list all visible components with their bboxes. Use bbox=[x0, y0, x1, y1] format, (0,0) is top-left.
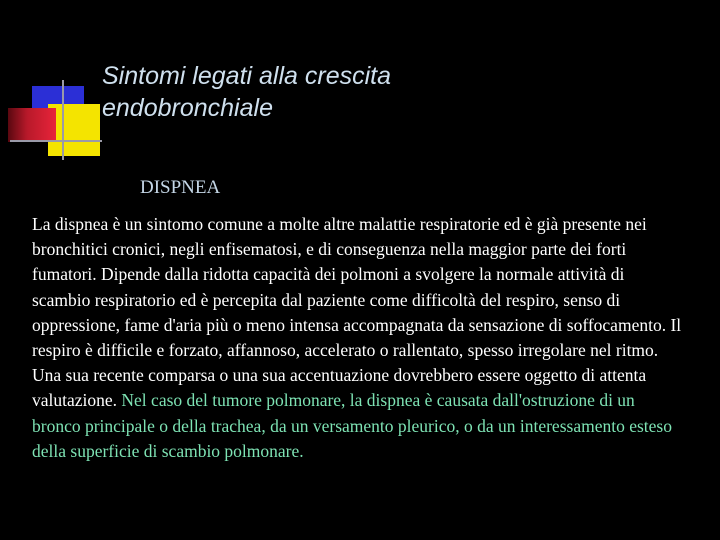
slide-subheading: DISPNEA bbox=[140, 177, 221, 198]
body-text-main: La dispnea è un sintomo comune a molte altre malattie respiratorie ed è già presente nei bronchitici cronici, negli enfisematosi, e di conseguenza nella maggior parte dei forti fumatori. Dipende dalla ridotta capacità dei polmoni a svolgere la normale attività di scambio respiratorio ed è percepita dal paziente come difficoltà del respiro, senso di oppressione, fame d'aria più o meno intensa accompagnata da sensazione di soffocamento. Il respiro è difficile e forzato, affannoso, accelerato o rallentato, spesso irregolare nel ritmo. Una sua recente comparsa o una sua accentuazione dovrebbero essere oggetto di attenta valutazione. bbox=[32, 214, 682, 411]
red-rectangle-shape bbox=[8, 108, 56, 142]
slide-logo-decoration bbox=[0, 0, 110, 170]
vertical-line-shape bbox=[62, 80, 64, 160]
slide-title-line2: endobronchiale bbox=[102, 94, 273, 122]
body-text-highlight: Nel caso del tumore polmonare, la dispnea è causata dall'ostruzione di un bronco principale o della trachea, da un versamento pleurico, o da un interessamento esteso della superficie di scambio polmonare. bbox=[32, 390, 672, 461]
horizontal-line-shape bbox=[10, 140, 102, 142]
slide-body-paragraph bbox=[32, 212, 684, 464]
slide-title bbox=[102, 60, 702, 124]
slide-title-line1: Sintomi legati alla crescita bbox=[102, 62, 392, 90]
